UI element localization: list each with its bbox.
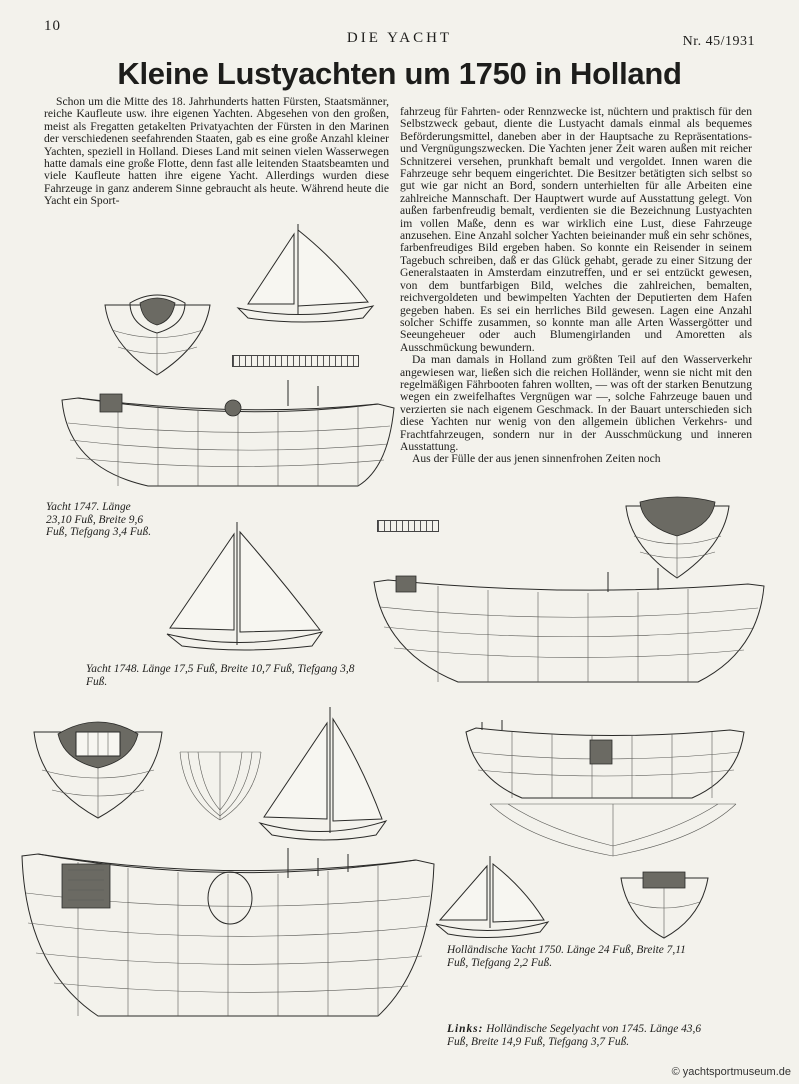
yacht-1750-profile (462, 718, 747, 800)
text-column-right (400, 106, 752, 466)
stern-ornament-view (620, 496, 735, 581)
caption-label: Links: (447, 1023, 484, 1035)
yacht-1750-sail-plan (432, 854, 552, 944)
caption-text: Holländische Segelyacht von 1745. Länge 43,6 Fuß, Breite 14,9 Fuß, Tiefgang 3,7 Fuß. (447, 1023, 702, 1048)
issue-number: Nr. 45/1931 (682, 34, 755, 49)
yacht-1745-profile (18, 848, 438, 1020)
yacht-1750-hull-lines (488, 800, 738, 860)
yacht-1748-sail-plan (162, 520, 327, 660)
paragraph: Schon um die Mitte des 18. Jahrhunderts hatten Fürsten, Staatsmänner, reiche Kaufleute usw. ihre eigenen Yachten. Abgesehen von den großen, meist als Fregatten getakelten Privatyachten der Fürsten in den Marinen der verschiedenen seefahrenden Staaten, gab es eine große Anzahl kleiner Yachten, speziell in Holland. Dieses Land mit seinen vielen Wasserwegen hatte damals eine große Flotte, denn fast alle leitenden Staatsbeamten und viele Kaufleute hatten ihre eigene Yacht. Allerdings wurden diese Fahrzeuge in ganz anderem Sinne gebraucht als heute. Während heute die Yacht ein Sport- (44, 95, 389, 208)
yacht-1747-stern-view (100, 285, 215, 380)
yacht-1745-sail-plan (258, 705, 388, 850)
scale-bar (377, 520, 439, 532)
caption-yacht-1747: Yacht 1747. Länge 23,10 Fuß, Breite 9,6 Fuß, Tiefgang 3,4 Fuß. (46, 501, 152, 539)
text-column-left (44, 96, 389, 208)
yacht-hull-profile-right (368, 572, 768, 687)
article-title: Kleine Lustyachten um 1750 in Holland (117, 56, 682, 91)
paragraph: Da man damals in Holland zum größten Teil auf den Wasserverkehr angewiesen war, ließen sich die reichen Holländer, wenn sie nicht mit den regelmäßigen Fährbooten fahren wollten, — was oft der starken Benutzung wegen ein zweifelhaftes Vergnügen war —, solche Fahrzeuge bauen und verzierten sie nach eigenem Geschmack. In der Bauart unterschieden sich diese Yachten nur wenig von den allgemein üblichen Verkehrs- und Frachtfahrzeugen, sondern nur in der Ausschmückung und inneren Ausstattung. (400, 353, 752, 453)
page-number: 10 (44, 18, 61, 34)
journal-name: DIE YACHT (346, 30, 453, 46)
caption-yacht-1748: Yacht 1748. Länge 17,5 Fuß, Breite 10,7 Fuß, Tiefgang 3,8 Fuß. (86, 663, 355, 688)
caption-yacht-1750: Holländische Yacht 1750. Länge 24 Fuß, Breite 7,11 Fuß, Tiefgang 2,2 Fuß. (447, 944, 686, 969)
scale-bar (232, 355, 359, 367)
yacht-1745-stern-view (28, 712, 168, 822)
paragraph: fahrzeug für Fahrten- oder Rennzwecke ist, nüchtern und praktisch für den Selbstzweck gebaut, diente die Lustyacht damals einmal als bequemes Beförderungsmittel, daneben aber in der Hauptsache zu Repräsentations- und Vergnügungszwecken. Die Yachten jener Zeit waren außen mit reicher Schnitzerei versehen, prunkhaft bemalt und vergoldet. Innen waren die Fahrzeuge sehr bequem eingerichtet. Die Besitzer betätigten sich selbst so gut wie gar nicht an Bord, sondern unterhielten für alle Arbeiten eine zahlreiche Mannschaft. Der Hauptwert wurde auf Ausstattung gelegt. Von außen farbenfreudig bemalt, verdienten sie die Bezeichnung Lustyachten im vollen Maße, denn es war wirklich eine Lust, diese Fahrzeuge anzusehen. Eine Anzahl solcher Yachten beieinander muß ein sehr schönes, farbenfreudiges Bild ergeben haben. So konnte ein Reisender in seinem Tagebuch schreiben, daß er das Glück gehabt, gerade zu einer Sitzung der Generalstaaten in Amsterdam einzutreffen, und er sei entzückt gewesen, von dem buntfarbigen Bild, welches die zahlreichen, bemalten, reichvergoldeten und bewimpelten Yachten der Deputierten dem Hafen gegeben haben. Es sei ein herrliches Bild gewesen. Lagen eine Anzahl solcher Schiffe zusammen, so konnte man alle Arten Wassergötter und Seeungeheuer oder auch Blumengirlanden und Amoretten als Ausschmückung bewundern. (400, 105, 752, 354)
caption-yacht-1745 (447, 1023, 717, 1048)
yacht-1747-profile (58, 378, 398, 493)
paragraph: Aus der Fülle der aus jenen sinnenfrohen Zeiten noch (412, 452, 661, 466)
yacht-1750-stern-view (617, 868, 712, 940)
watermark: © yachtsportmuseum.de (671, 1066, 791, 1078)
hull-body-lines (178, 748, 263, 823)
yacht-1747-sail-plan (228, 222, 378, 332)
